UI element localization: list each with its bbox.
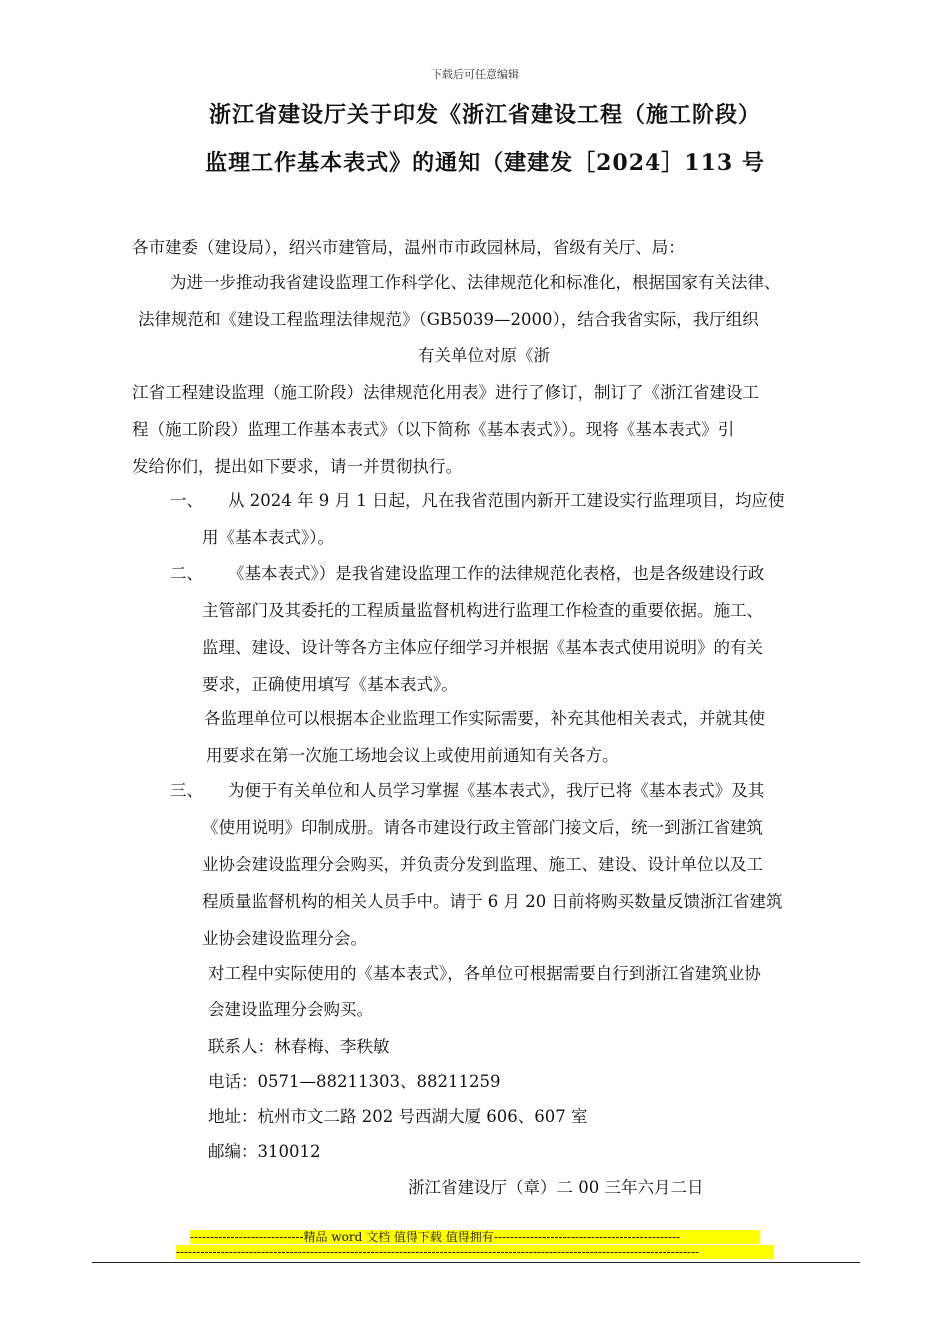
- item2-line: 主管部门及其委托的工程质量监督机构进行监理工作检查的重要依据。施工、: [202, 601, 763, 620]
- item-number: 一、: [170, 491, 203, 510]
- item1-line: 用《基本表式》）。: [202, 528, 334, 547]
- item-number: 三、: [170, 781, 203, 800]
- item3-line: 对工程中实际使用的《基本表式》，各单位可根据需要自行到浙江省建筑业协: [208, 964, 761, 983]
- item2-line: 各监理单位可以根据本企业监理工作实际需要，补充其他相关表式，并就其使: [204, 709, 765, 728]
- intro-line: 发给你们，提出如下要求，请一并贯彻执行。: [132, 457, 462, 476]
- salutation: 各市建委（建设局），绍兴市建管局，温州市市政园林局，省级有关厅、局：: [132, 238, 685, 257]
- footer-banner: ----------------------------精品 word 文档 值得下载 值得拥有----------------------------------------------: [190, 1230, 760, 1244]
- item3-line: 会建设监理分会购买。: [208, 1000, 373, 1019]
- footer-banner-dashes: ---------------------------------------------------------------------------------------------------------------------------------: [176, 1245, 774, 1259]
- document-title-line1: 浙江省建设厅关于印发《浙江省建设工程（施工阶段）: [208, 102, 761, 128]
- contact-postcode: 邮编：310012: [208, 1142, 321, 1161]
- intro-line: 江省工程建设监理（施工阶段）法律规范化用表》进行了修订，制订了《浙江省建设工: [132, 383, 759, 402]
- intro-line: 为进一步推动我省建设监理工作科学化、法律规范化和标准化，根据国家有关法律、: [170, 273, 781, 292]
- item3-line: 业协会建设监理分会购买，并负责分发到监理、施工、建设、设计单位以及工: [202, 855, 763, 874]
- item2-line: 监理、建设、设计等各方主体应仔细学习并根据《基本表式使用说明》的有关: [202, 638, 763, 657]
- contact-phone: 电话：0571—88211303、88211259: [208, 1072, 501, 1091]
- item2-line: 用要求在第一次施工场地会议上或使用前通知有关各方。: [206, 746, 619, 765]
- item3-line: 为便于有关单位和人员学习掌握《基本表式》，我厅已将《基本表式》及其: [228, 781, 765, 800]
- item2-line: 《基本表式》）是我省建设监理工作的法律规范化表格，也是各级建设行政: [228, 564, 765, 583]
- intro-line: 有关单位对原《浙: [418, 346, 550, 365]
- signature-date: 浙江省建设厅（章）二 00 三年六月二日: [408, 1178, 704, 1197]
- intro-line: 程（施工阶段）监理工作基本表式》（以下简称《基本表式》）。现将《基本表式》引: [132, 420, 735, 439]
- document-title-line2: 监理工作基本表式》的通知（建建发［2024］113 号: [205, 150, 765, 176]
- footer-rule: [92, 1262, 860, 1263]
- item-number: 二、: [170, 564, 203, 583]
- item2-line: 要求，正确使用填写《基本表式》。: [202, 675, 458, 694]
- header-note: 下载后可任意编辑: [431, 68, 519, 81]
- contact-person: 联系人：林春梅、李秩敏: [208, 1037, 390, 1056]
- item1-line: 从 2024 年 9 月 1 日起，凡在我省范围内新开工建设实行监理项目，均应使: [228, 491, 785, 510]
- contact-address: 地址：杭州市文二路 202 号西湖大厦 606、607 室: [208, 1107, 588, 1126]
- item3-line: 业协会建设监理分会。: [202, 929, 367, 948]
- item3-line: 程质量监督机构的相关人员手中。请于 6 月 20 日前将购买数量反馈浙江省建筑: [202, 892, 783, 911]
- item3-line: 《使用说明》印制成册。请各市建设行政主管部门接文后，统一到浙江省建筑: [202, 818, 763, 837]
- intro-line: 法律规范和《建设工程监理法律规范》（GB5039—2000），结合我省实际，我厅组织: [138, 310, 759, 329]
